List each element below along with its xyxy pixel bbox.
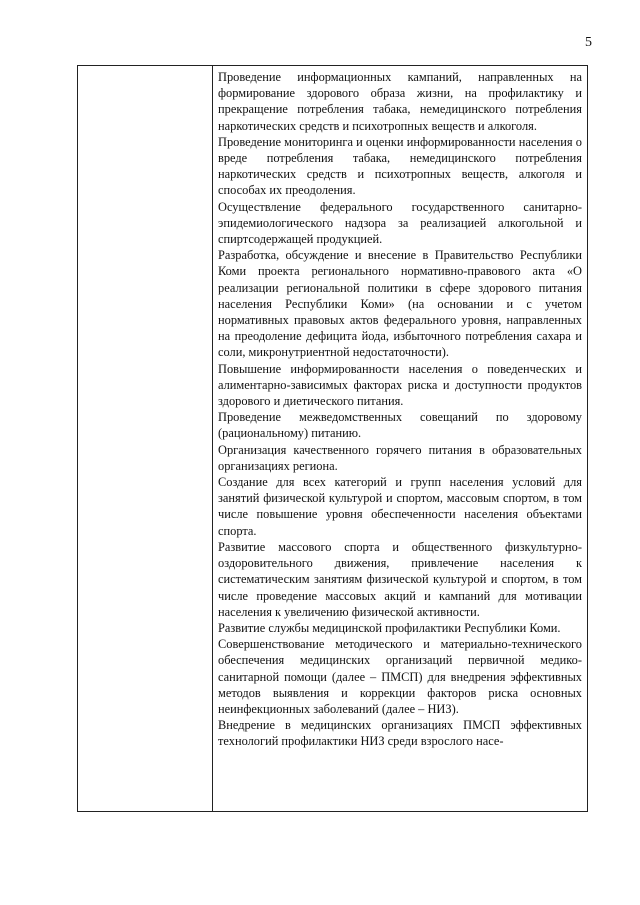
paragraph-methodical-support: Совершенствование методического и материально-технического обеспечения медицинских организаций первичной медико-санитарной помощи (далее – ПМСП) для внедрения эффективных методов выявления и коррекции факторов риска основных неинфекционных заболеваний (далее – НИЗ). bbox=[218, 637, 582, 716]
paragraph-meetings: Проведение межведомственных совещаний по здоровому (рациональному) питанию. bbox=[218, 410, 582, 441]
table-left-cell bbox=[78, 66, 212, 811]
column-divider bbox=[212, 66, 213, 811]
paragraph-awareness: Повышение информированности населения о поведенческих и алиментарно-зависимых факторах риска и доступности продуктов здорового и диетического питания. bbox=[218, 361, 582, 409]
document-table bbox=[77, 65, 588, 812]
page-number: 5 bbox=[585, 35, 592, 50]
paragraph-monitoring: Проведение мониторинга и оценки информированности населения о вреде потребления табака, немедицинского потребления наркотических средств и психотропных веществ, алкоголя и способах их преодоления. bbox=[218, 134, 582, 198]
paragraph-technologies: Внедрение в медицинских организациях ПМСП эффективных технологий профилактики НИЗ среди взрослого насе- bbox=[218, 718, 582, 749]
paragraph-mass-sports: Развитие массового спорта и общественного физкультурно-оздоровительного движения, привлечение населения к систематическим занятиям физической культурой и спортом, в том числе проведение массовых акций и кампаний для мотивации населения к увеличению физической активности. bbox=[218, 539, 582, 619]
paragraph-regional-act: Разработка, обсуждение и внесение в Правительство Республики Коми проекта регионального нормативно-правового акта «О реализации региональной политики в сфере здорового питания населения Республики Коми» (на основании и с учетом нормативных правовых актов федерального уровня, направленных на преодоление дефицита йода, избыточного потребления сахара и соли, микронутриентной недостаточности). bbox=[218, 248, 582, 360]
paragraph-sports-conditions: Создание для всех категорий и групп населения условий для занятий физической культурой и спортом, массовым спортом, в том числе повышение уровня обеспеченности населения объектами спорта. bbox=[218, 475, 582, 538]
table-right-cell bbox=[218, 69, 582, 750]
paragraph-information-campaigns: Проведение информационных кампаний, направленных на формирование здорового образа жизни, на профилактику и прекращение потребления табака, немедицинского потребления наркотических средств и психотропных веществ и алкоголя. bbox=[218, 70, 582, 133]
paragraph-sanitary-supervision: Осуществление федерального государственного санитарно-эпидемиологического надзора за реализацией алкогольной и спиртсодержащей продукцией. bbox=[218, 199, 582, 247]
paragraph-hot-meals: Организация качественного горячего питания в образовательных организациях региона. bbox=[218, 442, 582, 473]
paragraph-prevention-service: Развитие службы медицинской профилактики Республики Коми. bbox=[218, 620, 561, 635]
